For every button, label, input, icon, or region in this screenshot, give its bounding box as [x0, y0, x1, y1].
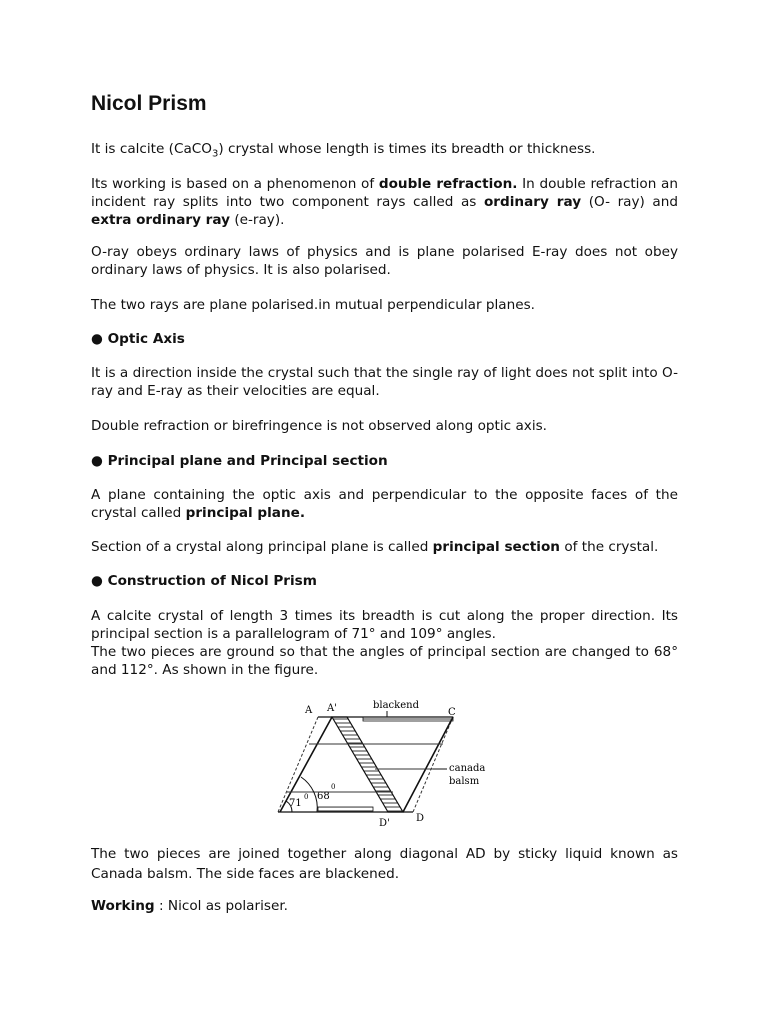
text-run: of the crystal. [560, 539, 659, 555]
bold-term-ordinary-ray: ordinary ray [483, 194, 582, 210]
label-c: C [448, 707, 456, 718]
label-blackend: blackend [373, 700, 419, 711]
degree-mark-71: 0 [304, 793, 309, 801]
bold-term-double-refraction: double refraction. [378, 176, 518, 192]
paragraph-principal-plane [91, 486, 678, 522]
subscript: 3 [212, 148, 219, 160]
paragraph-calcite [91, 140, 678, 164]
heading-optic-axis: ● Optic Axis [91, 331, 185, 347]
text-run: (O- ray) and [581, 194, 678, 210]
paragraph-birefringence: Double refraction or birefringence is not observed along optic axis. [91, 418, 547, 434]
text-run: In double refraction an incident ray splits into two component rays called as [91, 176, 678, 210]
label-d-prime: D' [379, 818, 390, 829]
paragraph-principal-section [91, 538, 678, 556]
page-title: Nicol Prism [91, 92, 207, 115]
paragraph-working [91, 897, 678, 915]
label-balsm: balsm [449, 776, 480, 787]
nicol-prism-figure [275, 697, 495, 832]
paragraph-two-rays: The two rays are plane polarised.in mutual perpendicular planes. [91, 297, 535, 313]
paragraph-o-ray: O-ray obeys ordinary laws of physics and is plane polarised E-ray does not obey ordinary laws of physics. It is also polarised. [91, 244, 678, 278]
text-run: A calcite crystal of length 3 times its breadth is cut along the proper direction. Its principal section is a parallelogram of 71° and 109° angles. [91, 608, 678, 642]
bold-term-principal-section: principal section [432, 539, 560, 555]
nicol-prism-diagram [275, 697, 495, 832]
canada-balsm-layer [332, 717, 403, 812]
paragraph-construction [91, 607, 678, 679]
text-run: Its working is based on a phenomenon of [91, 176, 379, 192]
label-a: A [305, 705, 313, 716]
label-canada: canada [449, 763, 486, 774]
label-angle-71: 71 [289, 798, 302, 809]
bold-term-extra-ordinary-ray: extra ordinary ray [91, 212, 230, 228]
paragraph-joined: The two pieces are joined together along diagonal AD by sticky liquid known as Canada balsm. The side faces are blackened. [91, 846, 678, 882]
text-run: It is calcite (CaCO [91, 141, 213, 157]
bold-term-working: Working [91, 898, 155, 914]
right-face [403, 717, 453, 812]
paragraph-working-basis [91, 175, 678, 229]
text-run: The two pieces are ground so that the angles of principal section are changed to 68° and 112°. As shown in the figure. [91, 644, 678, 678]
label-a-prime: A' [327, 703, 337, 714]
blackened-bottom-strip [318, 807, 373, 811]
heading-principal-plane: ● Principal plane and Principal section [91, 453, 388, 469]
text-run: A plane containing the optic axis and perpendicular to the opposite faces of the crystal called [91, 487, 678, 521]
label-angle-68: 68 [317, 791, 330, 802]
text-run: Section of a crystal along principal plane is called [91, 539, 433, 555]
paragraph-optic-axis-definition: It is a direction inside the crystal such that the single ray of light does not split into O-ray and E-ray as their velocities are equal. [91, 365, 678, 399]
text-run: (e-ray). [230, 212, 285, 228]
label-d: D [416, 813, 425, 824]
text-run: ) crystal whose length is times its breadth or thickness. [218, 141, 596, 157]
dashed-edge-right [413, 717, 453, 812]
blackened-top-strip [363, 717, 453, 721]
heading-construction: ● Construction of Nicol Prism [91, 573, 317, 589]
text-run: : Nicol as polariser. [154, 898, 288, 914]
degree-mark-68: 0 [331, 783, 336, 791]
bold-term-principal-plane: principal plane. [185, 505, 306, 521]
